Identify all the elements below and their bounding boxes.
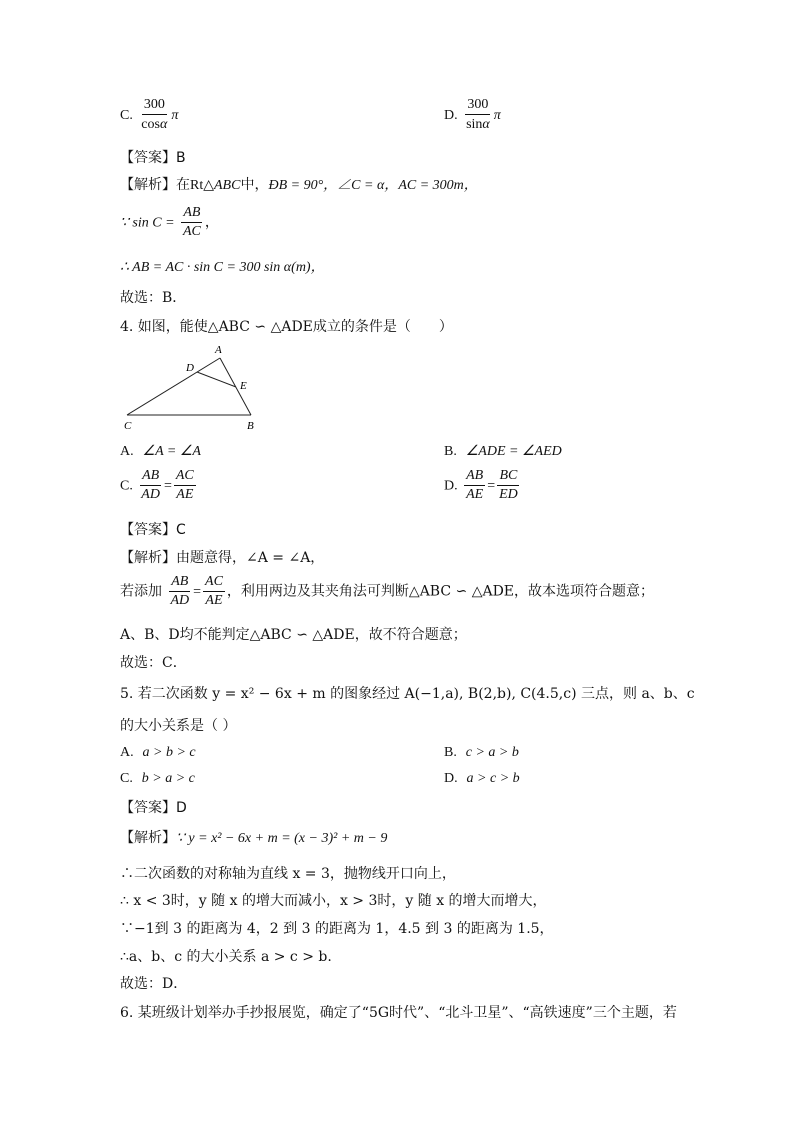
side-ca [127,358,220,415]
analysis-text: 由题意得，∠A = ∠A， [176,550,325,566]
q3-answer: 【答案】B [120,150,186,166]
option-label: A. [120,444,134,459]
option-label: C. [120,108,133,123]
option-text: b > a > c [141,771,195,786]
q5-stem-line2: 的大小关系是（ ） [120,718,237,734]
q4-option-a [120,443,201,460]
option-label: A. [120,745,134,760]
analysis-prefix: 【解析】 [120,177,176,193]
denominator: AE [466,487,484,502]
analysis-prefix: 【解析】 [120,830,176,846]
option-label: C. [120,478,133,494]
q3-analysis-line2 [120,204,219,241]
angle-c: ∠C = α， [337,178,399,193]
option-text: c > a > b [465,745,519,760]
analysis-text: 中， [240,177,269,193]
numerator: AB [181,204,202,223]
side-ac: AC = 300m， [398,178,478,193]
q4-stem: 4. 如图，能使△ABC ∽ △ADE成立的条件是（ ） [120,319,453,335]
q5-option-c [120,770,195,787]
analysis-text: 若添加 [120,583,162,600]
analysis-text: 在 [176,177,190,193]
denominator: ED [499,487,518,502]
option-label: B. [444,745,457,760]
fraction [464,96,492,134]
vertex-c-label: C [124,420,132,432]
q5-choose: 故选：D． [120,976,188,992]
q4-analysis-line2: 若添加 $\frac{AB}{AD}$ = $\frac{AC}{AE}$ ，利用两边及其夹角法可判断△ABC ∽ △ADE，故本选项符合题意； [120,574,655,608]
numerator: 300 [465,96,490,115]
q6-stem-line1: 6. 某班级计划举办手抄报展览，确定了“5G时代”、“北斗卫星”、“高铁速度”三个主题，若 [120,1005,677,1021]
segment-de [197,372,236,387]
vertex-e-label: E [240,380,247,392]
q5-stem-line1: 5. 若二次函数 y = x² − 6x + m 的图象经过 A(−1,a), B(2,b), C(4.5,c) 三点，则 a、b、c [120,686,695,702]
denominator: AC [182,224,201,239]
numerator: 300 [142,96,167,115]
q3-choose: 故选：B． [120,290,187,306]
q3-analysis-line3: ∴ AB = AC · sin C = 300 sin α(m)， [120,260,325,275]
q4-option-d: D. $\frac{AB}{AE}$ = $\frac{BC}{ED}$ [444,468,518,502]
q4-triangle-figure [118,342,268,432]
fraction [181,204,203,241]
denominator-fn: sin [466,117,483,132]
q5-option-a [120,744,196,761]
option-text: ∠A = ∠A [142,444,201,459]
comma: ， [204,214,219,231]
fraction [139,96,169,134]
analysis-text: ，利用两边及其夹角法可判断△ABC ∽ △ADE，故本选项符合题意； [226,583,655,600]
analysis-text: ∵ y = x² − 6x + m = (x − 3)² + m − 9 [176,831,388,846]
option-text: ∠ADE = ∠AED [465,444,562,459]
option-label: D. [444,771,458,786]
q4-choose: 故选：C． [120,655,187,671]
denominator-var: α [482,117,490,132]
numerator: AB [464,467,485,486]
numerator: AC [203,573,225,592]
q3-option-c [120,96,178,134]
denominator: AD [170,593,190,608]
q3-option-d [444,96,501,134]
q5-analysis-line3: ∴ x < 3时，y 随 x 的增大而减小，x > 3时，y 随 x 的增大而增大， [120,893,547,909]
q5-answer: 【答案】D [120,800,187,816]
denominator-fn: cos [141,117,160,132]
denominator: AD [141,487,160,502]
q4-analysis-line1 [120,547,324,567]
q5-option-d [444,770,520,787]
option-text: a > c > b [466,771,520,786]
pi-symbol: π [171,108,179,123]
angle-b: ÐB = 90°， [268,178,338,193]
numerator: AC [174,467,196,486]
q5-analysis-line1 [120,827,387,847]
q4-option-c: C. $\frac{AB}{AD}$ = $\frac{AC}{AE}$ [120,468,194,502]
denominator: AE [205,593,223,608]
pi-symbol: π [493,108,501,123]
vertex-d-label: D [186,362,194,374]
option-label: C. [120,771,133,786]
numerator: AB [169,573,190,592]
option-text: a > b > c [142,745,196,760]
sin-prefix: ∵ sin C = [120,215,175,231]
q4-option-b [444,443,562,460]
q4-answer: 【答案】C [120,522,186,538]
q4-analysis-line3: A、B、D均不能判定△ABC ∽ △ADE，故不符合题意； [120,627,467,643]
q5-analysis-line4: ∵−1到 3 的距离为 4，2 到 3 的距离为 1，4.5 到 3 的距离为 1.5， [120,921,554,937]
denominator-var: α [159,117,168,132]
q3-analysis-line1: 【解析】在Rt△ABC中，ÐB = 90°，∠C = α，AC = 300m， [120,177,478,193]
q5-option-b [444,744,519,761]
option-label: D. [444,478,458,494]
option-label: D. [444,108,458,123]
q5-analysis-line5: ∴a、b、c 的大小关系 a > c > b. [120,949,332,965]
option-label: B. [444,444,457,459]
analysis-prefix: 【解析】 [120,550,176,566]
vertex-a-label: A [215,344,222,356]
denominator: AE [176,487,194,502]
q5-analysis-line2: ∴二次函数的对称轴为直线 x = 3，抛物线开口向上， [120,866,456,882]
numerator: AB [140,467,161,486]
numerator: BC [497,467,519,486]
vertex-b-label: B [247,420,254,432]
